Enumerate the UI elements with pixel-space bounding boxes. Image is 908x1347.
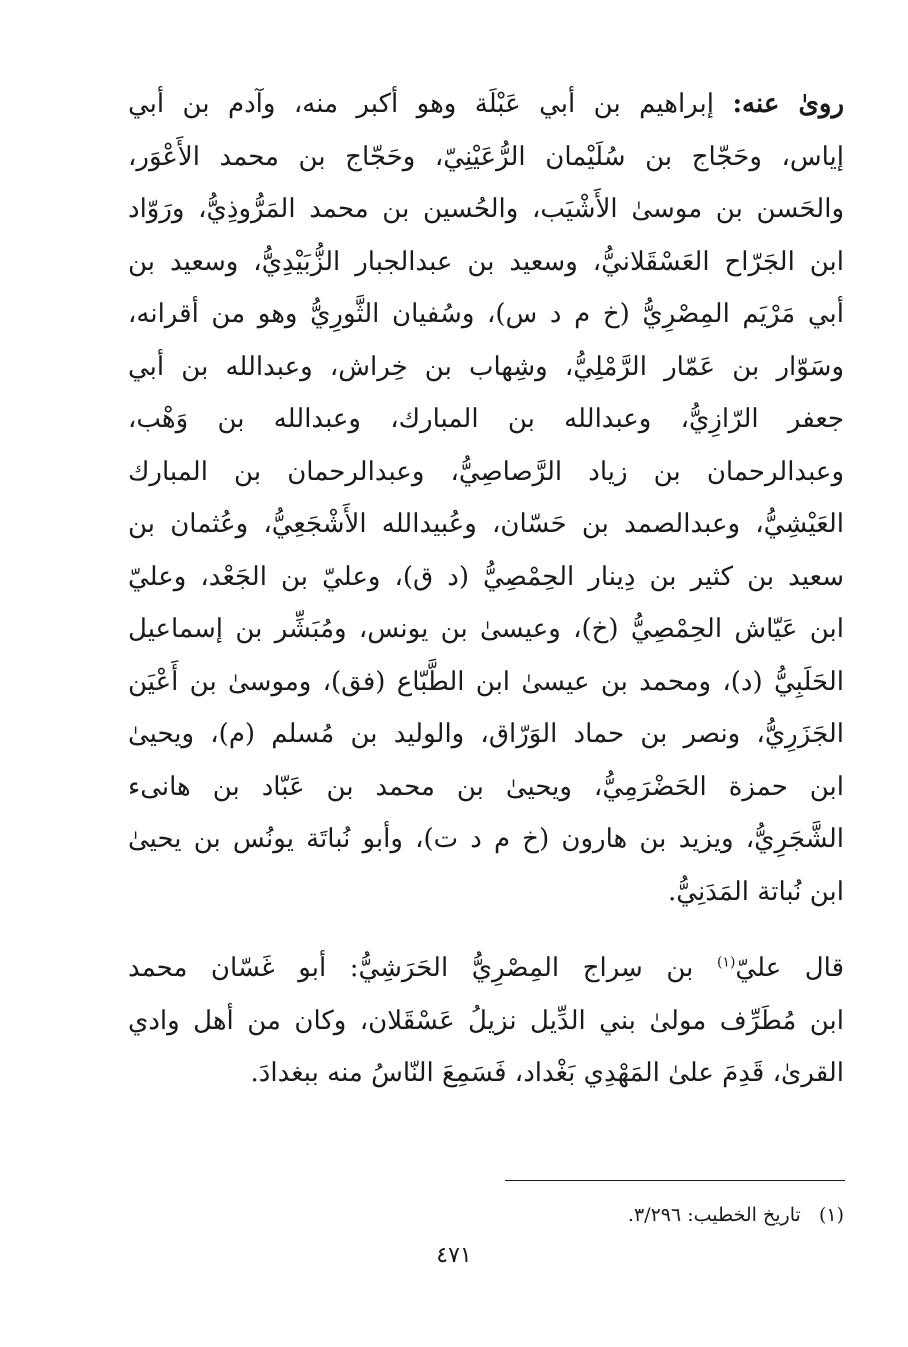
text-line: سعيد بن كثير بن دِينار الحِمْصِيُّ (د ق)، وعليّ بن الجَعْد، وعليّ [128,561,844,592]
line-text: إبراهيم بن أبي عَبْلَة وهو أكبر منه، وآدم بن أبي [128,89,714,119]
text-line [128,942,844,995]
line-text: بن سِراج المِصْرِيُّ الحَرَشِيُّ: أبو غَسّان محمد [128,953,694,983]
text-line: القرىٰ، قَدِمَ علىٰ المَهْدِي بَغْداد، فَسَمِعَ النّاسُ منه ببغدادَ. [250,1058,844,1088]
text-line [128,78,844,131]
text-line: جعفر الرّازِيُّ، وعبدالله بن المبارك، وعبدالله بن وَهْب، [128,404,844,434]
text-line: أبي مَرْيَم المِصْرِيُّ (خ م د س)، وسُفيان الثَّورِيُّ وهو من أقرانه، [128,299,844,329]
footnote-text: تاريخ الخطيب: ٣/٢٩٦. [627,1204,801,1226]
section-lead: روىٰ عنه: [732,89,845,119]
narrators-paragraph [128,78,844,918]
biography-paragraph [128,942,844,1100]
text-line: ابن مُطَرِّف مولىٰ بني الدِّيل نزيلُ عَسْقَلان، وكان من أهل وادي [128,1005,844,1036]
text-line: ابن الجَرّاح العَسْقَلانيُّ، وسعيد بن عبدالجبار الزُّبَيْدِيُّ، وسعيد بن [128,246,844,277]
page-number: ٤٧١ [436,1243,472,1268]
text-line: الشَّجَرِيُّ، ويزيد بن هارون (خ م د ت)، وأبو نُباتَة يونُس بن يحيىٰ [128,824,844,854]
footnote-reference[interactable]: (١) [716,954,736,971]
text-line: الجَزَرِيُّ، ونصر بن حماد الوَرّاق، والوليد بن مُسلم (م)، ويحيىٰ [128,719,844,749]
footnote-marker: (١) [818,1204,844,1226]
text-line: ابن حمزة الحَضْرَمِيُّ، ويحيىٰ بن محمد بن عَبّاد بن هانىء [128,771,844,802]
text-line: الحَلَبِيُّ (د)، ومحمد بن عيسىٰ ابن الطَّبّاع (فق)، وموسىٰ بن أَعْيَن [128,666,844,697]
text-line: ابن نُباتة المَدَنِيُّ. [668,876,844,907]
text-line: العَيْشِيُّ، وعبدالصمد بن حَسّان، وعُبيدالله الأَشْجَعِيُّ، وعُثمان بن [128,509,844,539]
text-line: إياس، وحَجّاج بن سُلَيْمان الرُّعَيْنِيّ، وحَجّاج بن محمد الأَعْوَر، [128,141,844,172]
text-line: ابن عَيّاش الحِمْصِيُّ (خ)، وعيسىٰ بن يونس، ومُبَشِّر بن إسماعيل [128,614,844,644]
text-line: والحَسن بن موسىٰ الأَشْيَب، والحُسين بن محمد المَرُّوذِيُّ، ورَوّاد [128,194,844,224]
text-line: وعبدالرحمان بن زياد الرَّصاصِيُّ، وعبدالرحمان بن المبارك [128,456,844,487]
footnote-divider [505,1180,845,1181]
line-text: قال عليّ [735,953,844,983]
footnote [420,1200,844,1230]
text-line: وسَوّار بن عَمّار الرَّمْلِيُّ، وشِهاب بن خِراش، وعبدالله بن أبي [128,351,844,382]
